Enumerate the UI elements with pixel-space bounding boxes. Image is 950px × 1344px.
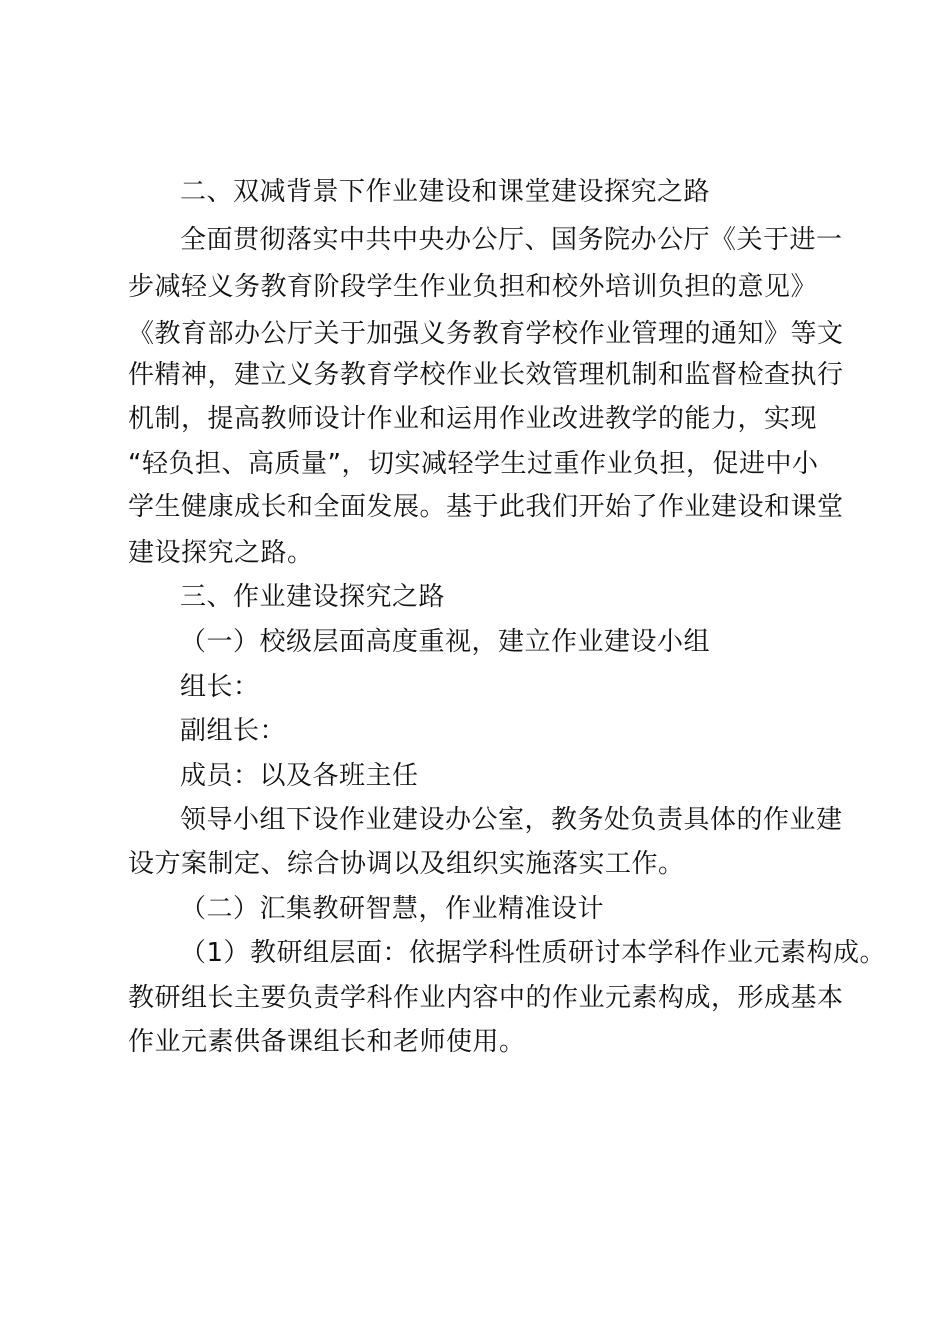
members-line: 成员：以及各班主任 bbox=[180, 761, 419, 791]
paragraph-line: 建设探究之路。 bbox=[128, 538, 314, 568]
paragraph-line: 《教育部办公厅关于加强义务教育学校作业管理的通知》等文 bbox=[128, 319, 844, 349]
paragraph-line: 全面贯彻落实中共中央办公厅、国务院办公厅《关于进一 bbox=[180, 225, 843, 255]
deputy-leader-line: 副组长： bbox=[180, 716, 287, 746]
paragraph-line: 步减轻义务教育阶段学生作业负担和校外培训负担的意见》 bbox=[128, 272, 818, 302]
paragraph-line: 设方案制定、综合协调以及组织实施落实工作。 bbox=[128, 849, 685, 879]
paragraph-line: 作业元素供备课组长和老师使用。 bbox=[128, 1027, 526, 1057]
paragraph-line: 机制，提高教师设计作业和运用作业改进教学的能力，实现 bbox=[128, 404, 818, 434]
paragraph-line: “轻负担、高质量”，切实减轻学生过重作业负担，促进中小 bbox=[128, 449, 819, 479]
paragraph-line: 领导小组下设作业建设办公室，教务处负责具体的作业建 bbox=[180, 805, 843, 835]
paragraph-line: 教研组长主要负责学科作业内容中的作业元素构成，形成基本 bbox=[128, 983, 844, 1013]
section-heading-3: 三、作业建设探究之路 bbox=[180, 582, 446, 612]
paragraph-line: 件精神，建立义务教育学校作业长效管理机制和监督检查执行 bbox=[128, 360, 844, 390]
paragraph-line: （1）教研组层面：依据学科性质研讨本学科作业元素构成。 bbox=[180, 938, 887, 968]
section-heading-2: 二、双减背景下作业建设和课堂建设探究之路 bbox=[180, 177, 711, 207]
subsection-heading-1: （一）校级层面高度重视，建立作业建设小组 bbox=[180, 627, 711, 657]
group-leader-line: 组长： bbox=[180, 672, 260, 702]
subsection-heading-2: （二）汇集教研智慧，作业精准设计 bbox=[180, 894, 605, 924]
paragraph-line: 学生健康成长和全面发展。基于此我们开始了作业建设和课堂 bbox=[128, 492, 844, 522]
